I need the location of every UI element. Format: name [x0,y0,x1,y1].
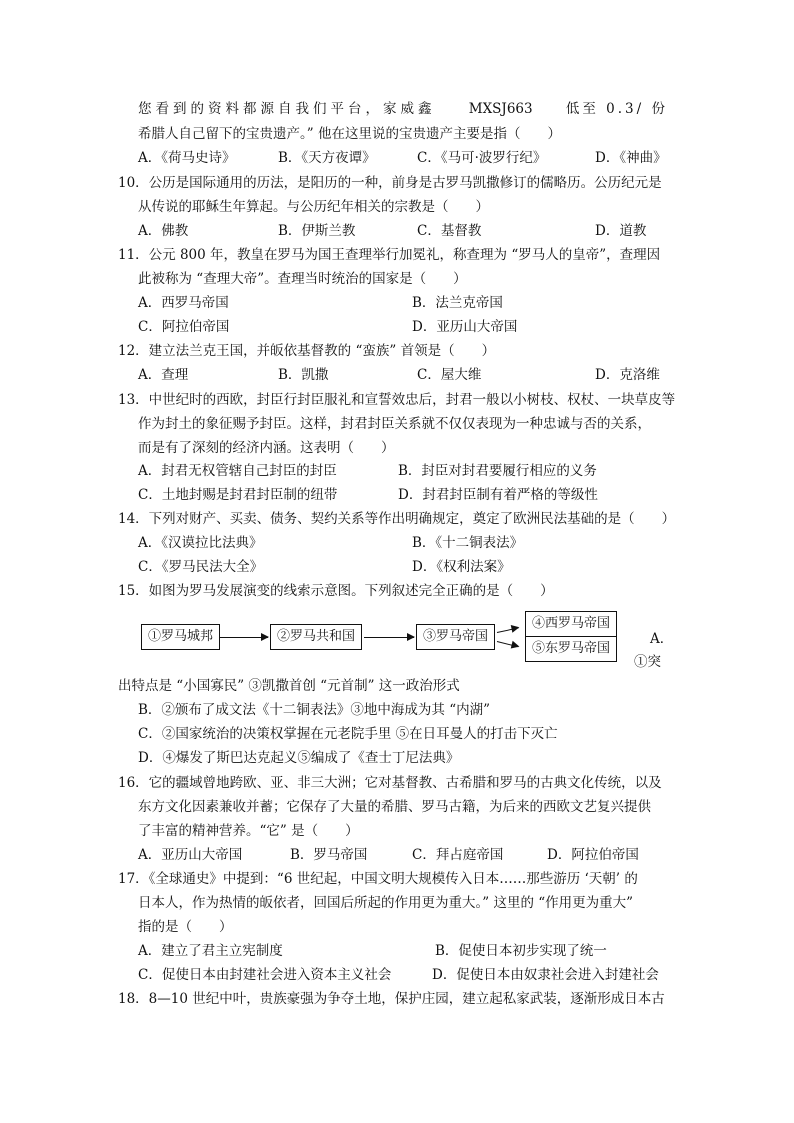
q13-stem-cont-1: 作为封土的象征赐予封臣。这样，封君封臣关系就不仅仅表现为一种忠诚与否的关系， [138,416,651,432]
q15-option-a-label[interactable]: A． [650,631,674,647]
q11-option-d[interactable]: D．亚历山大帝国 [412,319,518,335]
top-source-text: 您看到的资料都源自我们平台，家威鑫 [138,101,436,117]
q11-option-a[interactable]: A．西罗马帝国 [138,295,229,311]
q13-option-d[interactable]: D．封君封臣制有着严格的等级性 [398,487,598,503]
q14-option-d[interactable]: D．《权利法案》 [412,559,511,575]
q13-option-a[interactable]: A．封君无权管辖自己封臣的封臣 [138,463,337,479]
q10-option-c[interactable]: C．基督教 [417,223,482,239]
q10-option-d[interactable]: D．道教 [595,223,647,239]
q13-stem: 13．中世纪时的西欧，封臣行封臣服礼和宣誓效忠后，封君一般以小树枝、权杖、一块草皮等 [118,392,676,408]
q16-stem: 16．它的疆域曾地跨欧、亚、非三大洲；它对基督教、古希腊和罗马的古典文化传统，以及 [118,775,662,791]
q15-option-d[interactable]: D．④爆发了斯巴达克起义⑤编成了《查士丁尼法典》 [138,750,460,766]
q13-option-b[interactable]: B．封臣对封君要履行相应的义务 [398,463,597,479]
q9-continuation: 希腊人自己留下的宝贵遗产。” 他在这里说的宝贵遗产主要是指（ ） [138,126,561,142]
q9-option-b[interactable]: B．《天方夜谭》 [278,150,376,166]
diagram-box-rome-city-state: ①罗马城邦 [141,624,220,650]
q17-option-d[interactable]: D．促使日本由奴隶社会进入封建社会 [432,967,659,983]
q12-option-d[interactable]: D．克洛维 [595,367,660,383]
q14-stem: 14．下列对财产、买卖、债务、契约关系等作出明确规定，奠定了欧洲民法基础的是（ ） [118,511,676,527]
q12-option-b[interactable]: B．凯撒 [278,367,329,383]
diagram-arrow-2 [364,637,414,638]
diagram-arrow-4 [497,641,519,647]
q10-option-a[interactable]: A．佛教 [138,223,189,239]
q14-option-b[interactable]: B．《十二铜表法》 [412,535,524,551]
q12-option-a[interactable]: A．查理 [138,367,189,383]
q10-stem: 10．公历是国际通用的历法，是阳历的一种，前身是古罗马凯撒修订的儒略历。公历纪元是 [118,175,662,191]
q13-stem-cont-2: 而是有了深刻的经济内涵。这表明（ ） [138,440,395,456]
q9-option-a[interactable]: A．《荷马史诗》 [138,150,236,166]
diagram-box-western-roman-empire: ④西罗马帝国 [525,611,617,637]
q11-stem: 11．公元 800 年，教皇在罗马为国王查理举行加冕礼，称查理为 “罗马人的皇帝”，查理因 [118,247,661,263]
q11-stem-cont: 此被称为 “查理大帝”。查理当时统治的国家是（ ） [138,271,467,287]
q16-option-b[interactable]: B．罗马帝国 [290,847,368,863]
q14-option-c[interactable]: C．《罗马民法大全》 [138,559,264,575]
q17-option-c[interactable]: C．促使日本由封建社会进入资本主义社会 [138,967,392,983]
q16-stem-cont-2: 了丰富的精神营养。“它” 是（ ） [138,823,359,839]
diagram-box-eastern-roman-empire: ⑤东罗马帝国 [525,636,617,662]
q15-option-c[interactable]: C．②国家统治的决策权掌握在元老院手里 ⑤在日耳曼人的打击下灭亡 [138,726,558,742]
q17-stem: 17．《全球通史》中提到：“6 世纪起，中国文明大规模传入日本……那些游历 ‘天朝’ 的 [118,871,638,887]
q11-option-c[interactable]: C．阿拉伯帝国 [138,319,230,335]
q10-option-b[interactable]: B．伊斯兰教 [278,223,356,239]
q13-option-c[interactable]: C．土地封赐是封君封臣制的纽带 [138,487,338,503]
top-source-price: 低至 0.3/ 份 [565,101,668,117]
q18-stem: 18．8—10 世纪中叶，贵族豪强为争夺土地，保护庄园，建立起私家武装，逐渐形成日本古 [118,991,665,1007]
q9-option-c[interactable]: C．《马可·波罗行纪》 [417,150,547,166]
q11-option-b[interactable]: B．法兰克帝国 [412,295,503,311]
q15-option-b[interactable]: B．②颁布了成文法《十二铜表法》③地中海成为其 “内湖” [138,702,491,718]
q16-option-a[interactable]: A．亚历山大帝国 [138,847,243,863]
top-source-line [138,98,668,120]
q10-stem-cont: 从传说的耶稣生年算起。与公历纪年相关的宗教是（ ） [138,199,489,215]
diagram-box-roman-republic: ②罗马共和国 [270,624,362,650]
q15-option-a-cont: 出特点是 “小国寡民” ③凯撒首创 “元首制” 这一政治形式 [118,678,460,694]
q17-stem-cont-1: 日本人，作为热情的皈依者，回国后所起的作用更为重大。” 这里的 “作用更为重大” [138,895,634,911]
q16-option-d[interactable]: D．阿拉伯帝国 [547,847,639,863]
q16-option-c[interactable]: C．拜占庭帝国 [412,847,504,863]
q17-option-b[interactable]: B．促使日本初步实现了统一 [435,943,607,959]
diagram-box-roman-empire: ③罗马帝国 [416,624,495,650]
q14-option-a[interactable]: A．《汉谟拉比法典》 [138,535,263,551]
top-source-code: MXSJ663 [468,101,533,117]
q16-stem-cont-1: 东方文化因素兼收并蓄；它保存了大量的希腊、罗马古籍，为后来的西欧文艺复兴提供 [138,799,651,815]
q17-option-a[interactable]: A．建立了君主立宪制度 [138,943,283,959]
q17-stem-cont-2: 指的是（ ） [138,919,233,935]
q15-option-a-tail: ①突 [634,654,661,670]
q9-option-d[interactable]: D．《神曲》 [595,150,667,166]
q15-stem: 15．如图为罗马发展演变的线索示意图。下列叙述完全正确的是（ ） [118,583,554,599]
diagram-arrow-1 [220,637,268,638]
q12-option-c[interactable]: C．屋大维 [417,367,482,383]
q12-stem: 12．建立法兰克王国，并皈依基督教的 “蛮族” 首领是（ ） [118,343,496,359]
diagram-arrow-3 [497,627,519,633]
